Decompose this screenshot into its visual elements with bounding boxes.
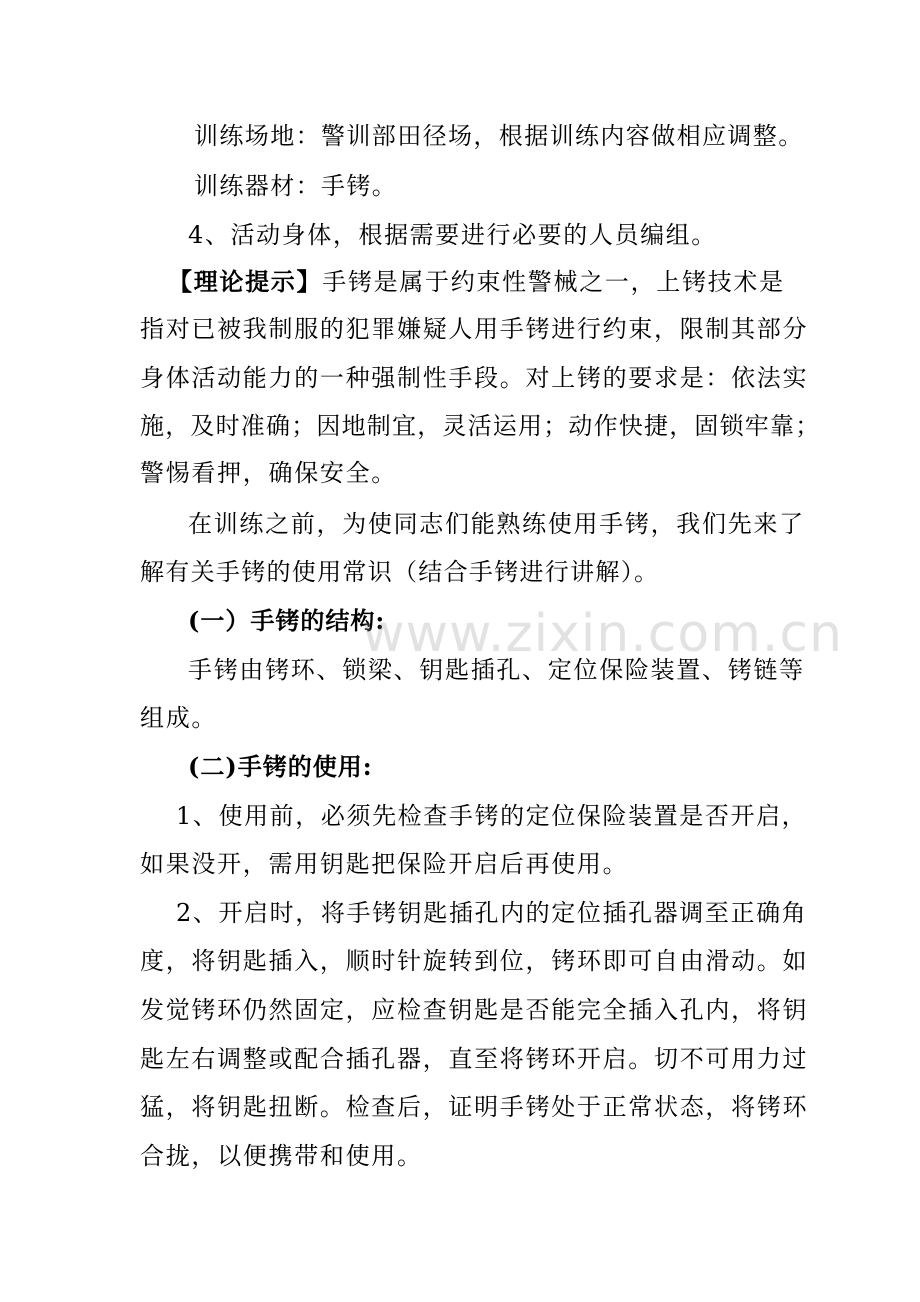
usage-step1-line-1: 1、使用前，必须先检查手铐的定位保险装置是否开启， bbox=[176, 802, 808, 830]
intro-paragraph-line-2: 解有关手铐的使用常识（结合手铐进行讲解）。 bbox=[140, 558, 660, 586]
theory-paragraph-line-2: 指对已被我制服的犯罪嫌疑人用手铐进行约束，限制其部分 bbox=[140, 315, 809, 343]
usage-step2-line-2: 度，将钥匙插入，顺时针旋转到位，铐环即可自由滑动。如 bbox=[140, 947, 809, 975]
intro-paragraph-line-1: 在训练之前，为使同志们能熟练使用手铐，我们先来了 bbox=[188, 510, 805, 538]
structure-paragraph-line-2: 组成。 bbox=[140, 704, 218, 732]
usage-step1-line-2: 如果没开，需用钥匙把保险开启后再使用。 bbox=[140, 850, 629, 878]
watermark: www.zixin.com.cn bbox=[362, 604, 843, 664]
section-heading-usage: (二)手铐的使用: bbox=[188, 752, 373, 781]
warmup-line: 4、活动身体，根据需要进行必要的人员编组。 bbox=[188, 221, 717, 249]
venue-line: 训练场地：警训部田径场，根据训练内容做相应调整。 bbox=[194, 122, 804, 150]
usage-step2-line-1: 2、开启时，将手铐钥匙插孔内的定位插孔器调至正确角 bbox=[176, 899, 808, 927]
theory-paragraph-line-3: 身体活动能力的一种强制性手段。对上铐的要求是：依法实 bbox=[140, 364, 809, 392]
usage-step2-line-3: 发觉铐环仍然固定，应检查钥匙是否能完全插入孔内，将钥 bbox=[140, 996, 809, 1024]
section-heading-structure: (一）手铐的结构: bbox=[188, 606, 386, 635]
theory-paragraph-line-5: 警惕看押，确保安全。 bbox=[140, 459, 397, 487]
theory-paragraph-line-1 bbox=[168, 266, 785, 298]
usage-step2-line-6: 合拢，以便携带和使用。 bbox=[140, 1142, 423, 1170]
theory-heading: 【理论提示】 bbox=[168, 267, 323, 296]
usage-step2-line-4: 匙左右调整或配合插孔器，直至将铐环开启。切不可用力过 bbox=[140, 1045, 809, 1073]
usage-step2-line-5: 猛，将钥匙扭断。检查后，证明手铐处于正常状态，将铐环 bbox=[140, 1093, 809, 1121]
theory-text: 手铐是属于约束性警械之一，上铐技术是 bbox=[322, 268, 785, 296]
equipment-line: 训练器材：手铐。 bbox=[194, 172, 398, 200]
theory-paragraph-line-4: 施，及时准确；因地制宜，灵活运用；动作快捷，固锁牢靠； bbox=[140, 412, 821, 440]
structure-paragraph-line-1: 手铐由铐环、锁梁、钥匙插孔、定位保险装置、铐链等 bbox=[188, 656, 805, 684]
